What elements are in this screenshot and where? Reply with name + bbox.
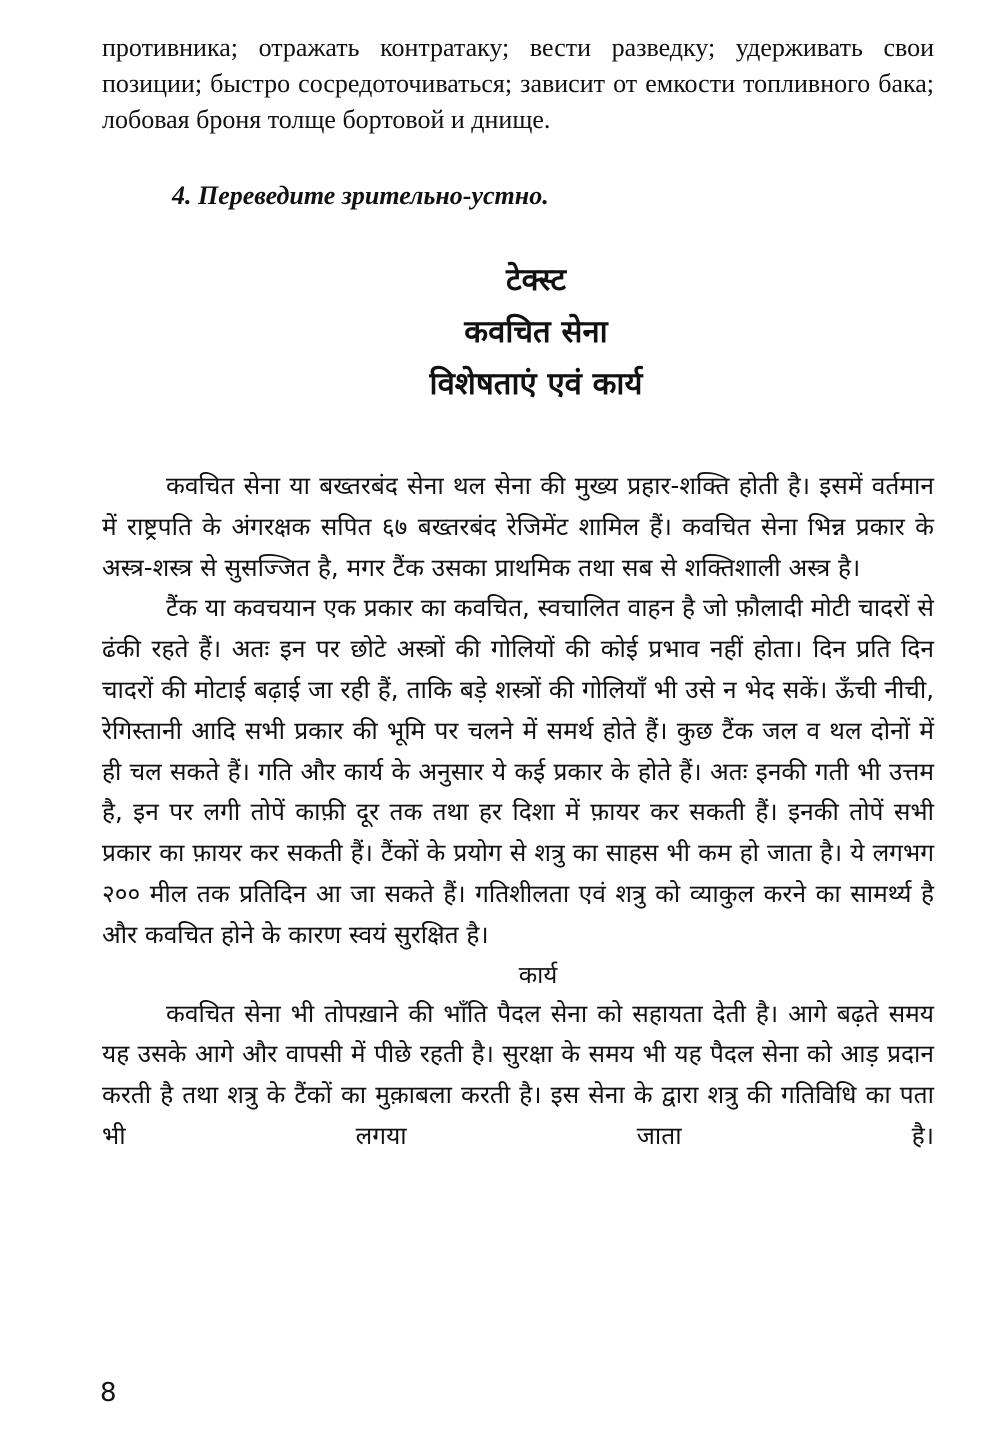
text-title-block: [102, 254, 934, 410]
paragraph-tank-description: टैंक या कवचयान एक प्रकार का कवचित, स्वचालित वाहन है जो फ़ौलादी मोटी चादरों से ढंकी रहते हैं। अतः इन पर छोटे अस्त्रों की गोलियों की कोई प्रभाव नहीं होता। दिन प्रति दिन चादरों की मोटाई बढ़ाई जा रही हैं, ताकि बड़े शस्त्रों की गोलियाँ भी उसे न भेद सकें। ऊँची नीची, रेगिस्तानी आदि सभी प्रकार की भूमि पर चलने में समर्थ होते हैं। कुछ टैंक जल व थल दोनों में ही चल सकते हैं। गति और कार्य के अनुसार ये कई प्रकार के होते हैं। अतः इनकी गती भी उत्तम है, इन पर लगी तोपें काफ़ी दूर तक तथा हर दिशा में फ़ायर कर सकती हैं। इनकी तोपें सभी प्रकार का फ़ायर कर सकती हैं। टैंकों के प्रयोग से शत्रु का साहस भी कम हो जाता है। ये लगभग २०० मील तक प्रतिदिन आ जा सकते हैं। गतिशीलता एवं शत्रु को व्याकुल करने का सामर्थ्य है और कवचित होने के कारण स्वयं सुरक्षित है।: [102, 593, 934, 949]
russian-paragraph: противника; отражать контратаку; вести разведку; удерживать свои позиции; быстро сосредоточиваться; зависит от емкости топливного бака; лобовая броня толще бортовой и днище.: [102, 33, 934, 134]
page-number: 8: [100, 1378, 117, 1408]
paragraph-tasks: कवचित सेना भी तोपख़ाने की भाँति पैदल सेना को सहायता देती है। आगे बढ़ते समय यह उसके आगे और वापसी में पीछे रहती है। सुरक्षा के समय भी यह पैदल सेना को आड़ प्रदान करती है तथा शत्रु के टैंकों का मुक़ाबला करती है। इस सेना के द्वारा शत्रु की गतिविधि का पता भी लगया जाता है।: [102, 998, 934, 1150]
section-heading-tasks: कार्य: [518, 960, 558, 989]
page-content: [102, 30, 934, 1157]
exercise-heading: 4. Переведите зрительно-устно.: [172, 181, 549, 210]
title-line-armored-army: कवचित सेना: [464, 314, 608, 350]
title-line-features-and-tasks: विशेषताएं एवं कार्य: [429, 366, 643, 402]
paragraph-armored-army-intro: कवचित सेना या बख्तरबंद सेना थल सेना की मुख्य प्रहार-शक्ति होती है। इसमें वर्तमान में राष्ट्रपति के अंगरक्षक सपित ६७ बख्तरबंद रेजिमेंट शामिल हैं। कवचित सेना भिन्न प्रकार के अस्त्र-शस्त्र से सुसज्जित है, मगर टैंक उसका प्राथमिक तथा सब से शक्तिशाली अस्त्र है।: [102, 471, 934, 582]
title-line-text: टेक्स्ट: [505, 262, 567, 298]
